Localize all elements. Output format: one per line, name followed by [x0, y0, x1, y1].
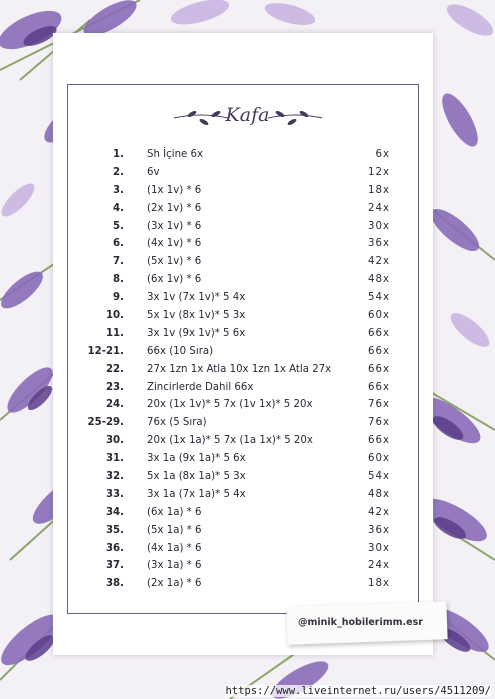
- row-count: 30x: [368, 220, 390, 232]
- row-number: 30.: [105, 435, 124, 447]
- page-title: Kafa: [225, 104, 270, 126]
- row-instruction: (4x 1v) * 6: [147, 238, 202, 250]
- row-number: 25-29.: [87, 417, 124, 429]
- row-count: 18x: [368, 184, 390, 196]
- row-number: 11.: [105, 327, 124, 339]
- row-instruction: (4x 1a) * 6: [147, 542, 202, 554]
- row-number: 35.: [105, 524, 124, 536]
- pattern-row: [80, 414, 400, 432]
- row-number: 7.: [113, 256, 124, 268]
- row-count: 6x: [375, 149, 390, 160]
- row-count: 24x: [368, 560, 390, 572]
- row-count: 48x: [368, 488, 390, 500]
- pattern-row: [80, 575, 400, 593]
- row-count: 12x: [368, 166, 390, 178]
- row-number: 31.: [105, 453, 124, 465]
- author-tag: @minik_hobilerimm.esr: [298, 617, 423, 628]
- row-count: 66x: [368, 345, 390, 357]
- row-instruction: (3x 1a) * 6: [147, 560, 202, 572]
- row-instruction: (3x 1v) * 6: [147, 220, 202, 232]
- pattern-row: [80, 361, 400, 379]
- row-instruction: 3x 1a (7x 1a)* 5 4x: [147, 488, 246, 500]
- row-count: 76x: [368, 417, 390, 429]
- pattern-row: [80, 218, 400, 236]
- row-number: 3.: [113, 184, 124, 196]
- row-number: 32.: [105, 471, 124, 483]
- row-instruction: 76x (5 Sıra): [147, 417, 207, 429]
- row-instruction: (2x 1a) * 6: [147, 578, 202, 590]
- row-instruction: 3x 1v (9x 1v)* 5 6x: [147, 327, 246, 339]
- pattern-row: [80, 379, 400, 397]
- row-count: 42x: [368, 256, 390, 268]
- row-instruction: 66x (10 Sıra): [147, 345, 214, 357]
- pattern-row: [80, 182, 400, 200]
- pattern-row: [80, 325, 400, 343]
- row-number: 5.: [113, 220, 124, 232]
- pattern-row: [80, 307, 400, 325]
- right-ornament-icon: [266, 108, 324, 128]
- row-number: 22.: [105, 363, 124, 375]
- source-url: https://www.liveinternet.ru/users/4511209/: [225, 685, 491, 697]
- pattern-row: [80, 146, 400, 164]
- row-instruction: (1x 1v) * 6: [147, 184, 202, 196]
- row-instruction: 3x 1v (7x 1v)* 5 4x: [147, 292, 246, 304]
- row-count: 66x: [368, 327, 390, 339]
- pattern-row: [80, 396, 400, 414]
- pattern-row: [80, 522, 400, 540]
- row-count: 66x: [368, 435, 390, 447]
- pattern-row: [80, 271, 400, 289]
- row-number: 24.: [105, 399, 124, 411]
- row-instruction: Sh İçine 6x: [147, 149, 204, 160]
- row-count: 36x: [368, 524, 390, 536]
- row-count: 66x: [368, 381, 390, 393]
- row-instruction: 5x 1v (8x 1v)* 5 3x: [147, 310, 246, 322]
- row-number: 37.: [105, 560, 124, 572]
- row-instruction: 5x 1a (8x 1a)* 5 3x: [147, 471, 246, 483]
- pattern-row: [80, 450, 400, 468]
- row-instruction: 20x (1x 1v)* 5 7x (1v 1x)* 5 20x: [147, 399, 313, 411]
- row-number: 8.: [113, 274, 124, 286]
- pattern-row: [80, 432, 400, 450]
- row-number: 10.: [105, 310, 124, 322]
- row-instruction: 3x 1a (9x 1a)* 5 6x: [147, 453, 246, 465]
- pattern-row: [80, 486, 400, 504]
- row-instruction: 27x 1zn 1x Atla 10x 1zn 1x Atla 27x: [147, 363, 332, 375]
- row-instruction: 20x (1x 1a)* 5 7x (1a 1x)* 5 20x: [147, 435, 313, 447]
- pattern-row: [80, 504, 400, 522]
- pattern-row: [80, 253, 400, 271]
- pattern-row: [80, 235, 400, 253]
- pattern-rows: [80, 146, 400, 593]
- row-count: 66x: [368, 363, 390, 375]
- row-count: 60x: [368, 453, 390, 465]
- row-count: 76x: [368, 399, 390, 411]
- row-instruction: (2x 1v) * 6: [147, 202, 202, 214]
- pattern-row: [80, 343, 400, 361]
- row-number: 34.: [105, 506, 124, 518]
- pattern-row: [80, 540, 400, 558]
- row-instruction: (5x 1v) * 6: [147, 256, 202, 268]
- row-number: 1.: [113, 149, 124, 160]
- row-count: 48x: [368, 274, 390, 286]
- row-number: 23.: [105, 381, 124, 393]
- row-number: 9.: [113, 292, 124, 304]
- row-instruction: (5x 1a) * 6: [147, 524, 202, 536]
- row-count: 54x: [368, 471, 390, 483]
- row-count: 36x: [368, 238, 390, 250]
- pattern-row: [80, 468, 400, 486]
- row-number: 33.: [105, 488, 124, 500]
- pattern-row: [80, 200, 400, 218]
- row-instruction: Zincirlerde Dahil 66x: [147, 381, 254, 393]
- row-count: 30x: [368, 542, 390, 554]
- row-number: 4.: [113, 202, 124, 214]
- row-instruction: 6v: [147, 166, 160, 178]
- row-count: 24x: [368, 202, 390, 214]
- row-number: 38.: [105, 578, 124, 590]
- row-instruction: (6x 1v) * 6: [147, 274, 202, 286]
- row-number: 2.: [113, 166, 124, 178]
- row-number: 6.: [113, 238, 124, 250]
- pattern-row: [80, 557, 400, 575]
- row-count: 42x: [368, 506, 390, 518]
- row-count: 54x: [368, 292, 390, 304]
- row-number: 36.: [105, 542, 124, 554]
- row-number: 12-21.: [87, 345, 124, 357]
- row-count: 18x: [368, 578, 390, 590]
- row-instruction: (6x 1a) * 6: [147, 506, 202, 518]
- pattern-row: [80, 164, 400, 182]
- pattern-row: [80, 289, 400, 307]
- row-count: 60x: [368, 310, 390, 322]
